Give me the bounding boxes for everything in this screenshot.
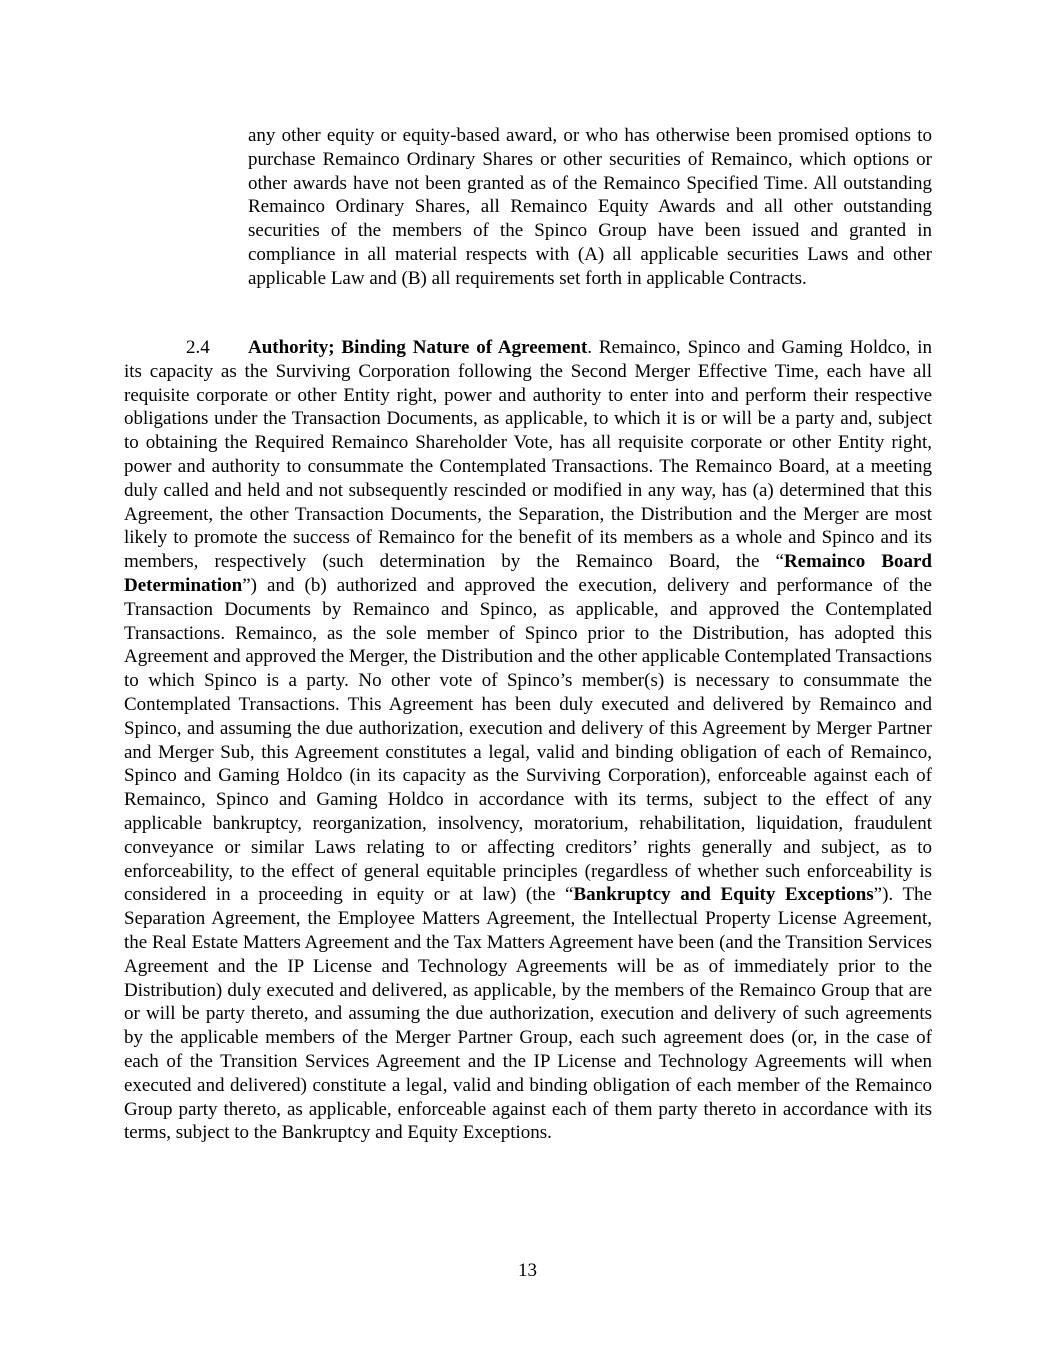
section-body-text-1: Remainco, Spinco and Gaming Holdco, in its capacity as the Surviving Corporation following the Second Merger Effective Time, each have all requisite corporate or other Entity right, power and authority to enter into and perform their respective obligations under the Transaction Documents, as applicable, to which it is or will be a party and, subject to obtaining the Required Remainco Shareholder Vote, has all requisite corporate or other Entity right, power and authority to consummate the Contemplated Transactions. The Remainco Board, at a meeting duly called and held and not subsequently rescinded or modified in any way, has (a) determined that this Agreement, the other Transaction Documents, the Separation, the Distribution and the Merger are most likely to promote the success of Remainco for the benefit of its members as a whole and Spinco and its members, respectively (such determination by the Remainco Board, the “ <box>124 337 932 573</box>
section-body-text-2: ”) and (b) authorized and approved the execution, delivery and performance of the Transaction Documents by Remainco and Spinco, as applicable, and approved the Contemplated Transactions. Remainco, as the sole member of Spinco prior to the Distribution, has adopted this Agreement and approved the Merger, the Distribution and the other applicable Contemplated Transactions to which Spinco is a party. No other vote of Spinco’s member(s) is necessary to consummate the Contemplated Transactions. This Agreement has been duly executed and delivered by Remainco and Spinco, and assuming the due authorization, execution and delivery of this Agreement by Merger Partner and Merger Sub, this Agreement constitutes a legal, valid and binding obligation of each of Remainco, Spinco and Gaming Holdco (in its capacity as the Surviving Corporation), enforceable against each of Remainco, Spinco and Gaming Holdco in accordance with its terms, subject to the effect of any applicable bankruptcy, reorganization, insolvency, moratorium, rehabilitation, liquidation, fraudulent conveyance or similar Laws relating to or affecting creditors’ rights generally and subject, as to enforceability, to the effect of general equitable principles (regardless of whether such enforceability is considered in a proceeding in equity or at law) (the “ <box>124 574 932 906</box>
section-heading: Authority; Binding Nature of Agreement <box>248 337 588 358</box>
defined-term-bankruptcy-and-equity-exceptions: Bankruptcy and Equity Exceptions <box>573 884 874 906</box>
continued-paragraph: any other equity or equity-based award, or who has otherwise been promised options to purchase Remainco Ordinary Shares or other securities of Remainco, which options or other awards have not been granted as of the Remainco Specified Time. All outstanding Remainco Ordinary Shares, all Remainco Equity Awards and all other outstanding securities of the members of the Spinco Group have been issued and granted in compliance in all material respects with (A) all applicable securities Laws and other applicable Law and (B) all requirements set forth in applicable Contracts. <box>248 125 932 289</box>
page-number: 13 <box>518 1260 537 1281</box>
defined-term-remainco-board-determination: Remainco Board Determination <box>124 551 932 596</box>
section-heading-punctuation: . <box>587 337 593 358</box>
section-2-4-paragraph <box>124 336 932 1145</box>
section-body-text-3: ”). The Separation Agreement, the Employee Matters Agreement, the Intellectual Property License Agreement, the Real Estate Matters Agreement and the Tax Matters Agreement have been (and the Transition Services Agreement and the IP License and Technology Agreements will be as of immediately prior to the Distribution) duly executed and delivered, as applicable, by the members of the Remainco Group that are or will be party thereto, and assuming the due authorization, execution and delivery of such agreements by the applicable members of the Merger Partner Group, each such agreement does (or, in the case of each of the Transition Services Agreement and the IP License and Technology Agreements will when executed and delivered) constitute a legal, valid and binding obligation of each member of the Remainco Group party thereto, as applicable, enforceable against each of them party thereto in accordance with its terms, subject to the Bankruptcy and Equity Exceptions. <box>124 884 932 1144</box>
section-number: 2.4 <box>186 337 210 358</box>
